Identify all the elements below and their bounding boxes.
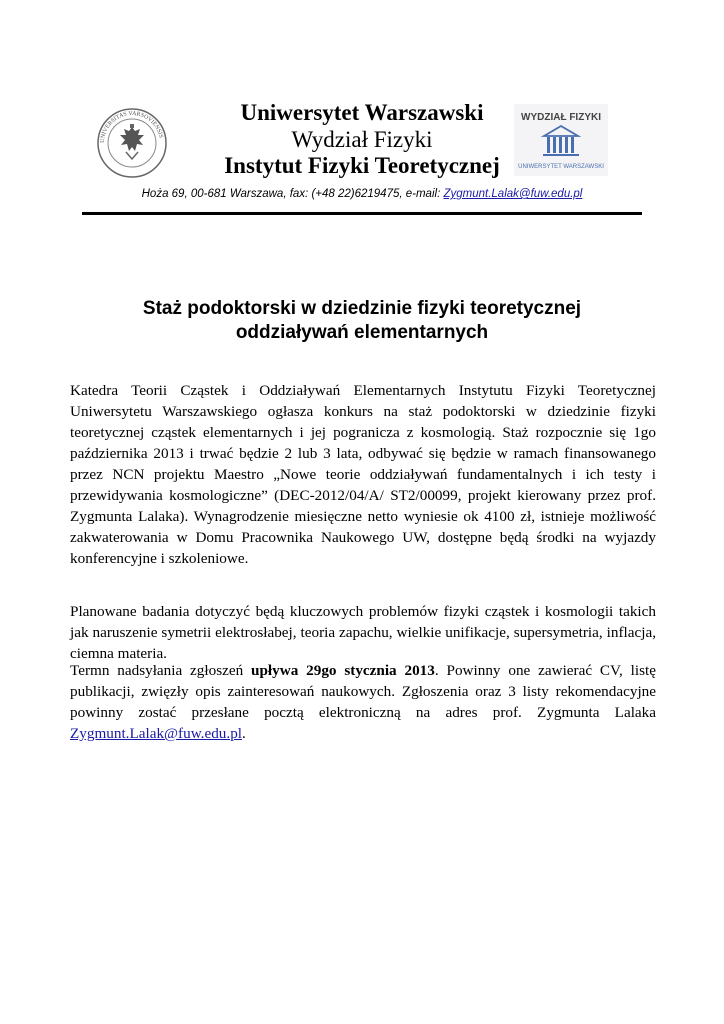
paragraph-deadline [70, 660, 656, 744]
header-email-link[interactable]: Zygmunt.Lalak@fuw.edu.pl [443, 188, 583, 200]
university-name: Uniwersytet Warszawski [240, 100, 484, 125]
body-email-link[interactable]: Zygmunt.Lalak@fuw.edu.pl [70, 725, 243, 742]
address-text: Hoża 69, 00-681 Warszawa, fax: (+48 22)6219475, e-mail: [141, 188, 444, 200]
document-title-line1: Staż podoktorski w dziedzinie fizyki teoretycznej [142, 298, 582, 319]
deadline-text-before: Termn nadsyłania zgłoszeń [70, 662, 252, 679]
faculty-name: Wydział Fizyki [291, 127, 433, 152]
address-line [0, 188, 724, 200]
document-title-line2: oddziaływań elementarnych [235, 322, 489, 343]
institute-name: Instytut Fizyki Teoretycznej [224, 153, 500, 178]
deadline-text-end: . [242, 725, 246, 742]
logo-subtitle-text: UNIWERSYTET WARSZAWSKI [518, 164, 604, 170]
paragraph-research: Planowane badania dotyczyć będą kluczowych problemów fizyki cząstek i kosmologii takich jak naruszenie symetrii elektrosłabej, teoria zapachu, wielkie unifikacje, supersymetria, inflacja, ciemna materia. [70, 603, 656, 662]
logo-title-text: WYDZIAŁ FIZYKI [521, 112, 601, 123]
seal-lettering: UNIVERSITAS VARSOVIENSIS [99, 110, 164, 144]
deadline-text-after: . Powinny one zawierać CV, listę publikacji, zwięzły opis zainteresowań naukowych. Zgłoszenia oraz 3 listy rekomendacyjne powinny zostać przesłane pocztą elektroniczną na adres prof. Zygmunta Lalaka [70, 662, 656, 721]
header-divider [82, 212, 642, 215]
deadline-date: upływa 29go stycznia 2013 [251, 662, 435, 679]
paragraph-announcement: Katedra Teorii Cząstek i Oddziaływań Elementarnych Instytutu Fizyki Teoretycznej Uniwersytetu Warszawskiego ogłasza konkurs na staż podoktorski w dziedzinie fizyki teoretycznej cząstek elementarnych i jej pogranicza z kosmologią. Staż rozpocznie się 1go października 2013 i trwać będzie 2 lub 3 lata, odbywać się będzie w ramach finansowanego przez NCN projektu Maestro „Nowe teorie oddziaływań fundamentalnych i ich testy i przewidywania kosmologiczne” (DEC-2012/04/A/ ST2/00099, projekt kierowany przez prof. Zygmunta Lalaka). Wynagrodzenie miesięczne netto wyniesie ok 4100 zł, istnieje możliwość zakwaterowania w Domu Pracownika Naukowego UW, dostępne będą środki na wyjazdy konferencyjne i szkoleniowe. [70, 382, 656, 567]
